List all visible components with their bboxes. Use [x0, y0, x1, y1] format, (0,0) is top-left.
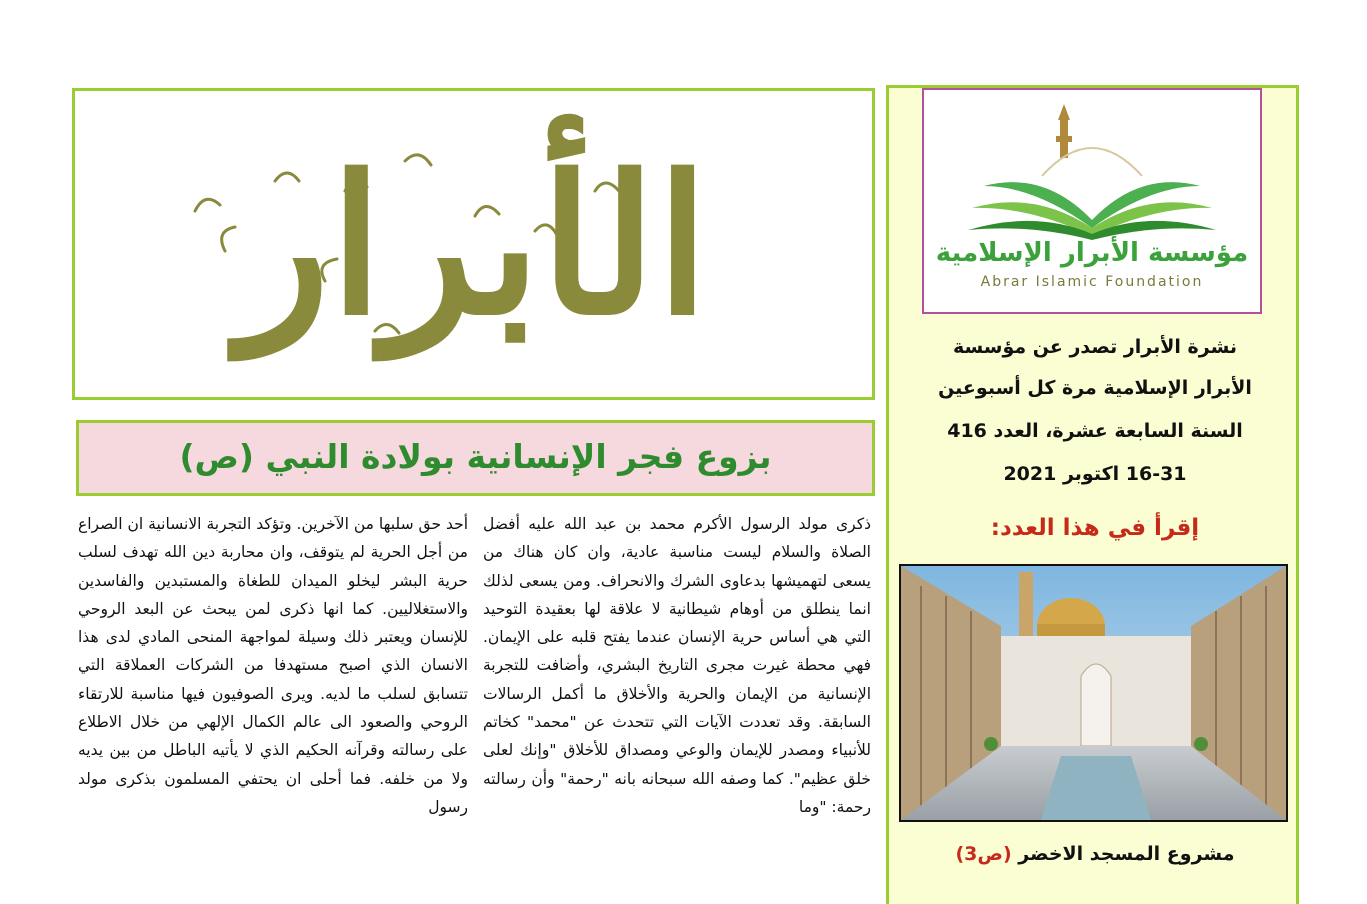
issue-info-line: نشرة الأبرار تصدر عن مؤسسة	[952, 336, 1238, 358]
masthead-box	[72, 88, 875, 400]
issue-info-line: السنة السابعة عشرة، العدد 416	[947, 420, 1243, 442]
caption-page-ref: (ص3)	[955, 843, 1012, 865]
mosque-courtyard-image	[901, 566, 1286, 820]
issue-date: 16-31 اكتوبر 2021	[1003, 463, 1187, 485]
foundation-logo	[922, 88, 1262, 314]
logo-english-name: Abrar Islamic Foundation	[980, 274, 1204, 290]
article-headline: بزوع فجر الإنسانية بولادة النبي (ص)	[179, 437, 772, 476]
logo-arabic-name: مؤسسة الأبرار الإسلامية	[935, 238, 1249, 268]
article-column-left: أحد حق سلبها من الآخرين. وتؤكد التجربة الانسانية ان الصراع من أجل الحرية لم يتوقف، وان محاربة دين الله تهدف لسلب حرية البشر ليخلو الميدان للطغاة والمستبدين والفاسدين والاستغلاليين. كما انها ذكرى لمن يبحث عن البعد الروحي للإنسان ويعتبر ذلك وسيلة لمواجهة المنحى المادي لدى هذا الانسان الذي اصبح مستهدفا من الشركات العملاقة التي تتسابق لسلب ما لديه. ويرى الصوفيون فيها مناسبة للارتقاء الروحي والصعود الى عالم الكمال الإلهي من خلال الاطلاع على رسالته وقرآنه الحكيم الذي لا يأتيه الباطل من بين يديه ولا من خلفه. فما أحلى ان يحتفي المسلمون بذكرى مولد رسول	[78, 515, 468, 816]
green-mosque-photo	[899, 564, 1288, 822]
article-column-right: ذكرى مولد الرسول الأكرم محمد بن عبد الله عليه أفضل الصلاة والسلام ليست مناسبة عادية، وان كان هناك من يسعى لتهميشها بدعاوى الشرك والانحراف. ومن يسعى لذلك انما ينطلق من أوهام شيطانية لا علاقة لها بعقيدة التوحيد التي هي أساس حرية الإنسان عندما يفتح قلبه على الإيمان. فهي محطة غيرت مجرى التاريخ البشري، وأضافت للتجربة الإنسانية من الإيمان والحرية والأخلاق ما أكمل الرسالات السابقة. وقد تعددت الآيات التي تتحدث عن "محمد" كخاتم للأنبياء ومصدر للإيمان والوعي ومصداق للأخلاق "وإنك لعلى خلق عظيم". كما وصفه الله سبحانه بانه "رحمة" وأن رسالته رحمة: "وما	[483, 515, 871, 816]
masthead-title: الأبرار	[238, 134, 709, 357]
issue-info-line: الأبرار الإسلامية مرة كل أسبوعين	[938, 377, 1252, 399]
article-headline-box	[76, 420, 875, 496]
caption-text: مشروع المسجد الاخضر	[1018, 843, 1235, 865]
in-this-issue-heading: إقرأ في هذا العدد:	[990, 515, 1200, 541]
photo-caption	[900, 843, 1290, 865]
